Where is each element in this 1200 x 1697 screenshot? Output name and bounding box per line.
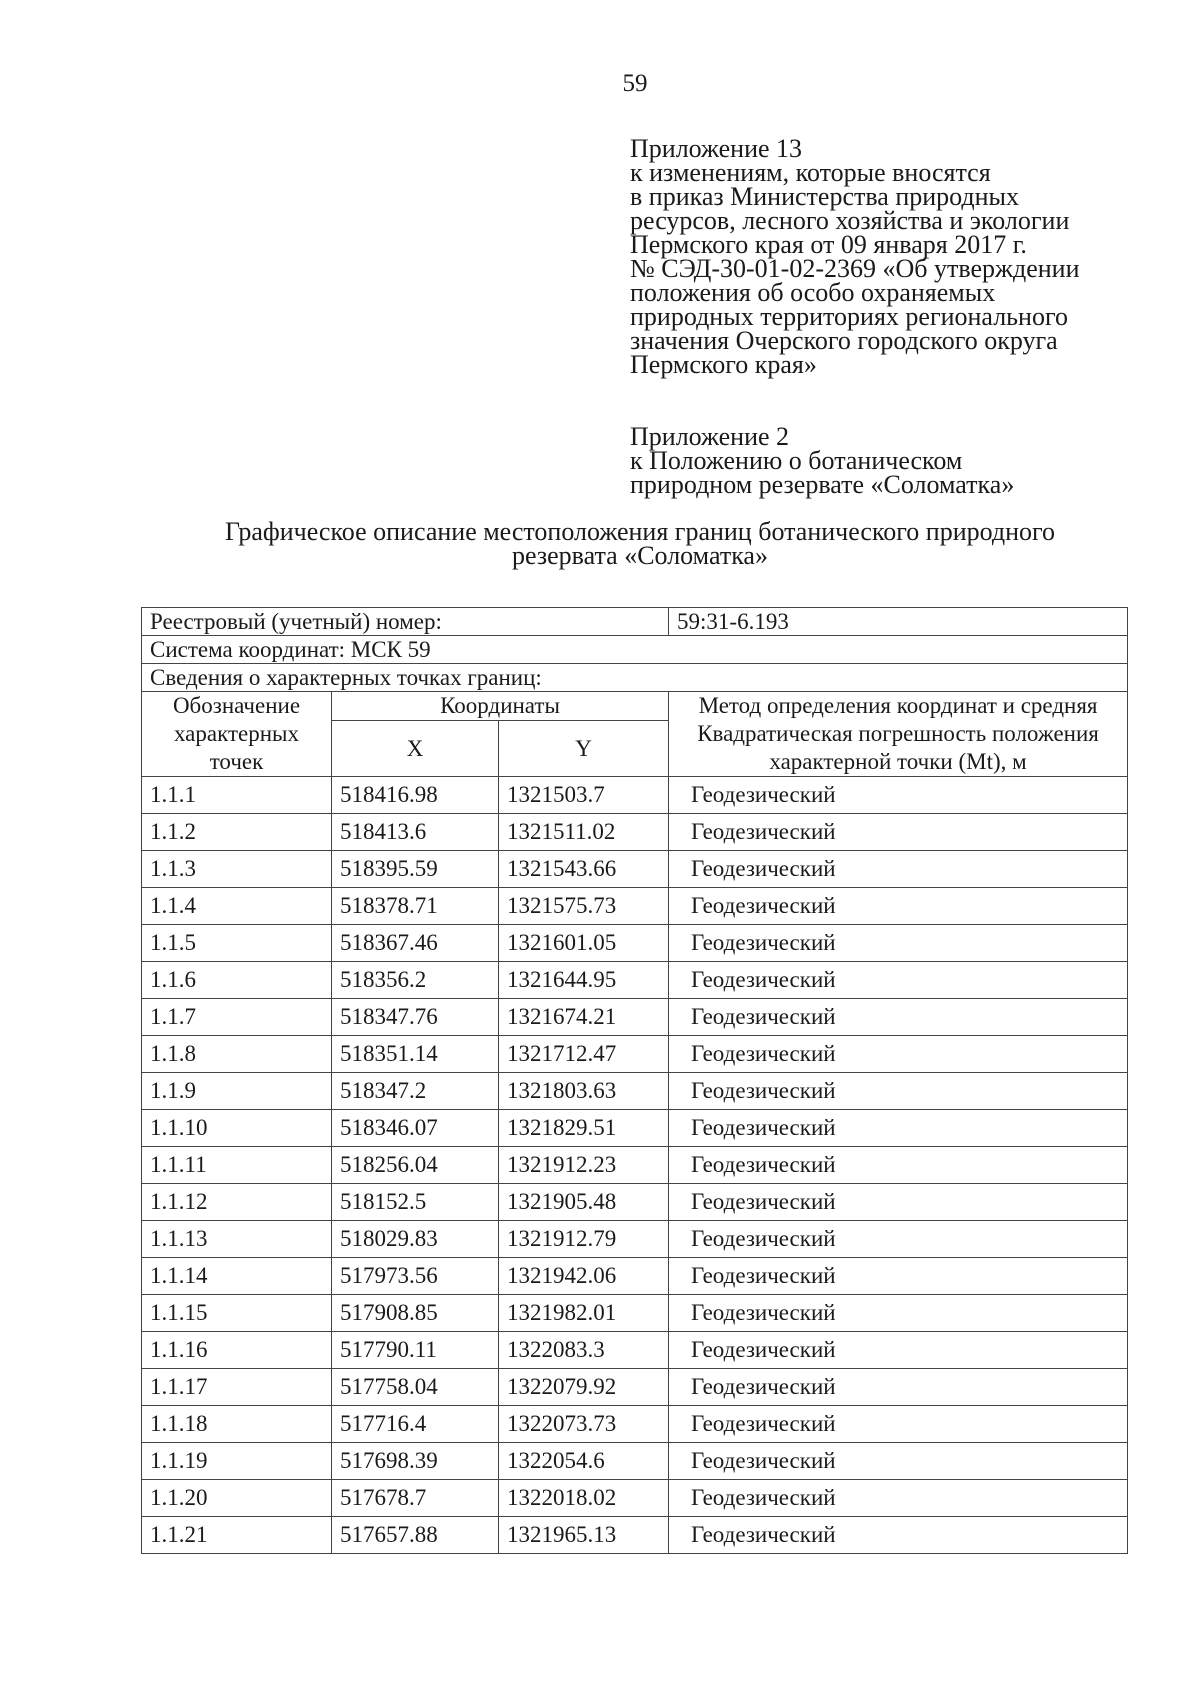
- method-value: Геодезический: [669, 777, 1128, 814]
- table-row: [142, 999, 1128, 1036]
- coordinate-x: 518152.5: [332, 1184, 499, 1221]
- point-designation: 1.1.16: [142, 1332, 332, 1369]
- method-value: Геодезический: [669, 999, 1128, 1036]
- method-value: Геодезический: [669, 1369, 1128, 1406]
- point-designation: 1.1.5: [142, 925, 332, 962]
- coordinate-x: 518416.98: [332, 777, 499, 814]
- coordinate-y: 1321674.21: [499, 999, 669, 1036]
- coordinate-system-row: [142, 636, 1128, 664]
- coordinate-y: 1321543.66: [499, 851, 669, 888]
- coordinate-x: 517698.39: [332, 1443, 499, 1480]
- coordinate-x: 517908.85: [332, 1295, 499, 1332]
- registry-number-row: [142, 608, 1128, 636]
- method-value: Геодезический: [669, 888, 1128, 925]
- point-designation: 1.1.8: [142, 1036, 332, 1073]
- point-designation: 1.1.14: [142, 1258, 332, 1295]
- coordinate-y: 1321905.48: [499, 1184, 669, 1221]
- table-row: [142, 777, 1128, 814]
- coordinate-x: 517657.88: [332, 1517, 499, 1554]
- coordinate-x: 518356.2: [332, 962, 499, 999]
- coordinate-x: 518346.07: [332, 1110, 499, 1147]
- header-designation-line: точек: [209, 749, 264, 774]
- point-designation: 1.1.9: [142, 1073, 332, 1110]
- table-row: [142, 1295, 1128, 1332]
- appendix-2-line: природном резервате «Соломатка»: [630, 470, 1015, 499]
- appendix-13-header: [630, 134, 1080, 379]
- coordinate-y: 1321942.06: [499, 1258, 669, 1295]
- point-designation: 1.1.11: [142, 1147, 332, 1184]
- header-coordinates: Координаты: [332, 692, 669, 721]
- table-row: [142, 851, 1128, 888]
- method-value: Геодезический: [669, 1332, 1128, 1369]
- coordinate-y: 1321503.7: [499, 777, 669, 814]
- point-designation: 1.1.7: [142, 999, 332, 1036]
- coordinate-y: 1322054.6: [499, 1443, 669, 1480]
- method-value: Геодезический: [669, 1406, 1128, 1443]
- point-designation: 1.1.15: [142, 1295, 332, 1332]
- method-value: Геодезический: [669, 1110, 1128, 1147]
- document-title: [140, 517, 1140, 570]
- coordinate-x: 518413.6: [332, 814, 499, 851]
- method-value: Геодезический: [669, 1184, 1128, 1221]
- appendix-13-line: ресурсов, лесного хозяйства и экологии: [630, 206, 1070, 235]
- coordinate-y: 1322083.3: [499, 1332, 669, 1369]
- document-title-line: резервата «Соломатка»: [512, 541, 768, 570]
- table-row: [142, 814, 1128, 851]
- table-row: [142, 1480, 1128, 1517]
- document-title-line: Графическое описание местоположения границ ботанического природного: [224, 517, 1056, 546]
- coordinate-x: 517973.56: [332, 1258, 499, 1295]
- table-row: [142, 1147, 1128, 1184]
- coordinate-x: 518351.14: [332, 1036, 499, 1073]
- point-designation: 1.1.10: [142, 1110, 332, 1147]
- point-designation: 1.1.2: [142, 814, 332, 851]
- coordinate-y: 1321644.95: [499, 962, 669, 999]
- coordinate-y: 1321982.01: [499, 1295, 669, 1332]
- header-designation-line: характерных: [173, 721, 299, 746]
- appendix-13-line: в приказ Министерства природных: [630, 182, 1020, 211]
- method-value: Геодезический: [669, 1517, 1128, 1554]
- point-designation: 1.1.19: [142, 1443, 332, 1480]
- coordinate-x: 518367.46: [332, 925, 499, 962]
- point-designation: 1.1.13: [142, 1221, 332, 1258]
- table-row: [142, 1221, 1128, 1258]
- coordinate-x: 518347.2: [332, 1073, 499, 1110]
- table-row: [142, 1073, 1128, 1110]
- table-row: [142, 925, 1128, 962]
- appendix-13-line: к изменениям, которые вносятся: [630, 158, 991, 187]
- coordinate-x: 518395.59: [332, 851, 499, 888]
- point-designation: 1.1.20: [142, 1480, 332, 1517]
- coordinate-x: 518347.76: [332, 999, 499, 1036]
- coordinate-y: 1322018.02: [499, 1480, 669, 1517]
- appendix-13-line: Приложение 13: [630, 134, 803, 163]
- coordinate-x: 518378.71: [332, 888, 499, 925]
- boundary-points-table: [141, 607, 1128, 1554]
- points-info: Сведения о характерных точках границ:: [142, 664, 1128, 692]
- method-value: Геодезический: [669, 1073, 1128, 1110]
- appendix-13-line: значения Очерского городского округа: [630, 326, 1058, 355]
- method-value: Геодезический: [669, 1036, 1128, 1073]
- method-value: Геодезический: [669, 1258, 1128, 1295]
- point-designation: 1.1.17: [142, 1369, 332, 1406]
- method-value: Геодезический: [669, 1147, 1128, 1184]
- method-value: Геодезический: [669, 962, 1128, 999]
- header-method: [669, 692, 1128, 777]
- header-method-line: Квадратическая погрешность положения: [697, 721, 1099, 746]
- table-row: [142, 962, 1128, 999]
- header-method-line: Метод определения координат и средняя: [698, 693, 1098, 718]
- table-row: [142, 1258, 1128, 1295]
- appendix-13-line: Пермского края от 09 января 2017 г.: [630, 230, 1027, 259]
- table-row: [142, 1406, 1128, 1443]
- header-method-line: характерной точки (Mt), м: [769, 749, 1027, 774]
- table-row: [142, 1332, 1128, 1369]
- point-designation: 1.1.1: [142, 777, 332, 814]
- table-row: [142, 1443, 1128, 1480]
- point-designation: 1.1.21: [142, 1517, 332, 1554]
- registry-number-label: Реестровый (учетный) номер:: [142, 608, 669, 636]
- appendix-13-line: Пермского края»: [630, 350, 817, 379]
- coordinate-y: 1322079.92: [499, 1369, 669, 1406]
- coordinate-x: 517790.11: [332, 1332, 499, 1369]
- table-row: [142, 1369, 1128, 1406]
- point-designation: 1.1.3: [142, 851, 332, 888]
- coordinate-x: 518256.04: [332, 1147, 499, 1184]
- table-row: [142, 1110, 1128, 1147]
- coordinate-y: 1321511.02: [499, 814, 669, 851]
- method-value: Геодезический: [669, 925, 1128, 962]
- header-y: Y: [499, 721, 669, 777]
- appendix-13-line: положения об особо охраняемых: [630, 278, 996, 307]
- table-row: [142, 1517, 1128, 1554]
- coordinate-y: 1322073.73: [499, 1406, 669, 1443]
- appendix-2-header: [630, 422, 1015, 499]
- point-designation: 1.1.4: [142, 888, 332, 925]
- registry-number-value: 59:31-6.193: [669, 608, 1128, 636]
- coordinate-x: 517716.4: [332, 1406, 499, 1443]
- header-designation-line: Обозначение: [172, 693, 301, 718]
- table-row: [142, 1036, 1128, 1073]
- method-value: Геодезический: [669, 1221, 1128, 1258]
- appendix-13-line: № СЭД-30-01-02-2369 «Об утверждении: [630, 254, 1080, 283]
- header-x: X: [332, 721, 499, 777]
- coordinate-y: 1321803.63: [499, 1073, 669, 1110]
- coordinate-y: 1321575.73: [499, 888, 669, 925]
- point-designation: 1.1.18: [142, 1406, 332, 1443]
- point-designation: 1.1.12: [142, 1184, 332, 1221]
- coordinate-y: 1321601.05: [499, 925, 669, 962]
- table-row: [142, 1184, 1128, 1221]
- coordinate-system: Система координат: МСК 59: [142, 636, 1128, 664]
- coordinate-y: 1321912.79: [499, 1221, 669, 1258]
- header-designation: [142, 692, 332, 777]
- method-value: Геодезический: [669, 1295, 1128, 1332]
- coordinate-y: 1321829.51: [499, 1110, 669, 1147]
- method-value: Геодезический: [669, 851, 1128, 888]
- method-value: Геодезический: [669, 1443, 1128, 1480]
- coordinate-y: 1321712.47: [499, 1036, 669, 1073]
- coordinate-x: 518029.83: [332, 1221, 499, 1258]
- appendix-13-line: природных территориях регионального: [630, 302, 1068, 331]
- coordinate-y: 1321912.23: [499, 1147, 669, 1184]
- coordinate-y: 1321965.13: [499, 1517, 669, 1554]
- method-value: Геодезический: [669, 1480, 1128, 1517]
- appendix-2-line: к Положению о ботаническом: [630, 446, 963, 475]
- table-header-row: [142, 692, 1128, 721]
- appendix-2-line: Приложение 2: [630, 422, 790, 451]
- points-info-row: [142, 664, 1128, 692]
- page-number: 59: [622, 70, 648, 97]
- method-value: Геодезический: [669, 814, 1128, 851]
- coordinate-x: 517678.7: [332, 1480, 499, 1517]
- point-designation: 1.1.6: [142, 962, 332, 999]
- table-row: [142, 888, 1128, 925]
- coordinate-x: 517758.04: [332, 1369, 499, 1406]
